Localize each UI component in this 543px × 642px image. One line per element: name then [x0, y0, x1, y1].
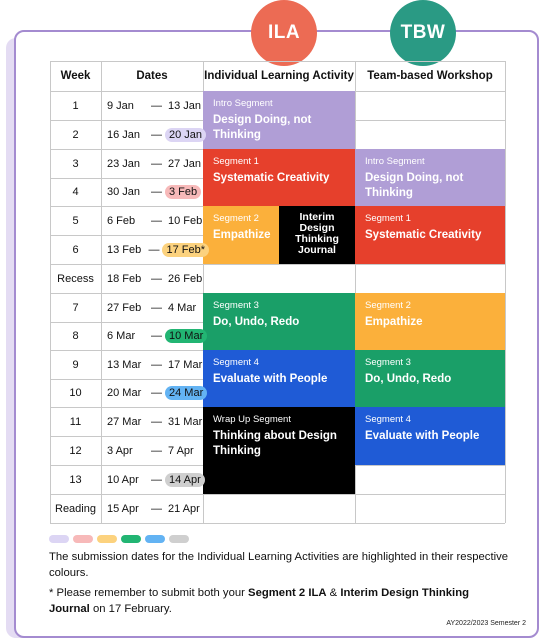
date-dash: — — [151, 272, 162, 285]
date-dash: — — [151, 99, 162, 112]
start-date: 18 Feb — [107, 272, 142, 285]
highlight-note: The submission dates for the Individual Learning Activities are highlighted in their respective colours. — [49, 551, 509, 579]
swatch-blue — [145, 535, 165, 543]
dates-cell — [101, 407, 209, 436]
tbw-segment4-block — [355, 407, 505, 465]
dates-cell — [101, 235, 209, 264]
end-date: 21 Apr — [168, 502, 200, 515]
ila-segment4-block — [203, 350, 355, 407]
date-dash: — — [148, 243, 160, 256]
tbw-segment1-block — [355, 206, 505, 264]
tbw-segment3-block — [355, 350, 505, 407]
schedule-table — [50, 61, 505, 523]
segment-label: Intro Segment — [365, 156, 425, 167]
end-date: 3 Feb — [165, 185, 201, 199]
week-cell: 8 — [72, 330, 79, 342]
ila-wrapup-block — [203, 407, 355, 494]
date-dash: — — [151, 330, 162, 342]
swatch-pink — [73, 535, 93, 543]
end-date: 14 Apr — [165, 473, 205, 487]
start-date: 13 Mar — [107, 358, 142, 371]
dates-cell — [101, 465, 209, 494]
week-cell: Reading — [55, 502, 96, 515]
segment-title: Empathize — [213, 229, 271, 241]
ila-badge: ILA — [251, 0, 317, 66]
end-date: 7 Apr — [168, 444, 194, 457]
segment-label: Intro Segment — [213, 98, 273, 109]
start-date: 9 Jan — [107, 99, 134, 112]
start-date: 27 Mar — [107, 415, 142, 428]
segment-title: Empathize — [365, 316, 423, 328]
dates-cell — [101, 436, 209, 465]
end-date: 10 Feb — [168, 214, 203, 227]
date-dash: — — [151, 502, 162, 515]
ila-segment1-block — [203, 149, 355, 206]
header-ila: Individual Learning Activity — [204, 70, 354, 82]
ila-segment3-block — [203, 293, 355, 350]
swatch-yellow — [97, 535, 117, 543]
dates-cell — [101, 379, 209, 407]
end-date: 4 Mar — [168, 301, 197, 314]
date-dash: — — [151, 157, 162, 170]
week-cell: 13 — [69, 473, 82, 486]
reminder-prefix: * Please remember to submit both your — [49, 587, 249, 599]
segment-label: Segment 1 — [365, 213, 411, 224]
swatch-green — [121, 535, 141, 543]
tbw-badge: TBW — [390, 0, 456, 66]
start-date: 13 Feb — [107, 243, 142, 256]
reminder-suffix: on 17 February. — [89, 603, 172, 615]
dates-cell — [101, 120, 209, 149]
segment-title: Systematic Creativity — [365, 229, 482, 241]
journal-title: Interim Design Thinking Journal — [295, 211, 339, 256]
start-date: 20 Mar — [107, 387, 142, 399]
week-cell: 12 — [69, 444, 82, 457]
end-date: 26 Feb — [168, 272, 203, 285]
week-cell: 6 — [72, 243, 79, 256]
color-legend — [49, 535, 189, 543]
dates-cell — [101, 494, 209, 523]
end-date: 27 Jan — [168, 157, 202, 170]
end-date: 24 Mar — [165, 386, 207, 400]
date-dash: — — [151, 128, 162, 141]
segment-label: Segment 4 — [365, 414, 411, 425]
week-cell: 7 — [72, 301, 79, 314]
date-dash: — — [151, 214, 162, 227]
swatch-purple — [49, 535, 69, 543]
segment-title: Design Doing, not Thinking — [365, 172, 464, 199]
start-date: 16 Jan — [107, 128, 141, 141]
grid-line — [505, 61, 506, 523]
end-date: 10 Mar — [165, 329, 207, 343]
date-dash: — — [151, 186, 162, 198]
dates-cell — [101, 178, 209, 206]
start-date: 10 Apr — [107, 473, 139, 486]
week-cell: 3 — [72, 157, 79, 170]
segment-title: Do, Undo, Redo — [213, 316, 300, 328]
segment-label: Segment 3 — [213, 300, 259, 311]
tbw-intro-block — [355, 149, 505, 206]
week-cell: 10 — [69, 387, 82, 399]
segment-label: Segment 3 — [365, 357, 411, 368]
date-dash: — — [151, 387, 162, 399]
start-date: 6 Mar — [107, 330, 136, 342]
date-dash: — — [151, 301, 162, 314]
week-cell: 11 — [69, 415, 82, 428]
segment-label: Wrap Up Segment — [213, 414, 291, 425]
segment-label: Segment 2 — [213, 213, 259, 224]
reminder-note — [49, 585, 509, 617]
reminder-mid: & — [326, 587, 341, 599]
ila-journal-block — [279, 206, 355, 264]
segment-title: Evaluate with People — [365, 430, 480, 442]
dates-cell — [101, 206, 209, 235]
segment-title: Thinking about Design Thinking — [213, 430, 337, 457]
start-date: 15 Apr — [107, 502, 139, 515]
end-date: 13 Jan — [168, 99, 202, 112]
ila-intro-block — [203, 91, 355, 149]
reminder-bold-2: Interim Design Thinking Journal — [49, 587, 469, 615]
grid-line — [50, 523, 505, 524]
date-dash: — — [151, 358, 162, 371]
date-dash: — — [151, 444, 162, 457]
dates-cell — [101, 91, 209, 120]
date-dash: — — [151, 473, 162, 486]
swatch-grey — [169, 535, 189, 543]
segment-label: Segment 2 — [365, 300, 411, 311]
tbw-segment2-block — [355, 293, 505, 350]
segment-title: Design Doing, not Thinking — [213, 114, 312, 141]
segment-title: Systematic Creativity — [213, 172, 330, 184]
header-tbw: Team-based Workshop — [367, 70, 493, 82]
week-cell: Recess — [57, 272, 94, 285]
start-date: 3 Apr — [107, 444, 133, 457]
dates-cell — [101, 264, 209, 293]
week-cell: 1 — [72, 99, 79, 112]
header-dates: Dates — [136, 70, 168, 82]
dates-cell — [101, 350, 209, 379]
week-cell: 9 — [72, 358, 79, 371]
week-cell: 5 — [72, 214, 79, 227]
start-date: 23 Jan — [107, 157, 141, 170]
header-week: Week — [60, 70, 91, 82]
dates-cell — [101, 322, 209, 350]
segment-title: Do, Undo, Redo — [365, 373, 452, 385]
date-dash: — — [151, 415, 162, 428]
reminder-bold-1: Segment 2 ILA — [248, 587, 327, 599]
start-date: 30 Jan — [107, 186, 141, 198]
semester-footer: AY2022/2023 Semester 2 — [446, 620, 526, 627]
segment-title: Evaluate with People — [213, 373, 328, 385]
dates-cell — [101, 293, 209, 322]
end-date: 17 Feb* — [162, 243, 209, 257]
end-date: 20 Jan — [165, 128, 206, 142]
end-date: 31 Mar — [168, 415, 203, 428]
segment-label: Segment 1 — [213, 156, 259, 167]
start-date: 6 Feb — [107, 214, 136, 227]
week-cell: 2 — [72, 128, 79, 141]
week-cell: 4 — [72, 186, 79, 198]
dates-cell — [101, 149, 209, 178]
end-date: 17 Mar — [168, 358, 203, 371]
ila-segment2-block — [203, 206, 279, 264]
start-date: 27 Feb — [107, 301, 142, 314]
segment-label: Segment 4 — [213, 357, 259, 368]
